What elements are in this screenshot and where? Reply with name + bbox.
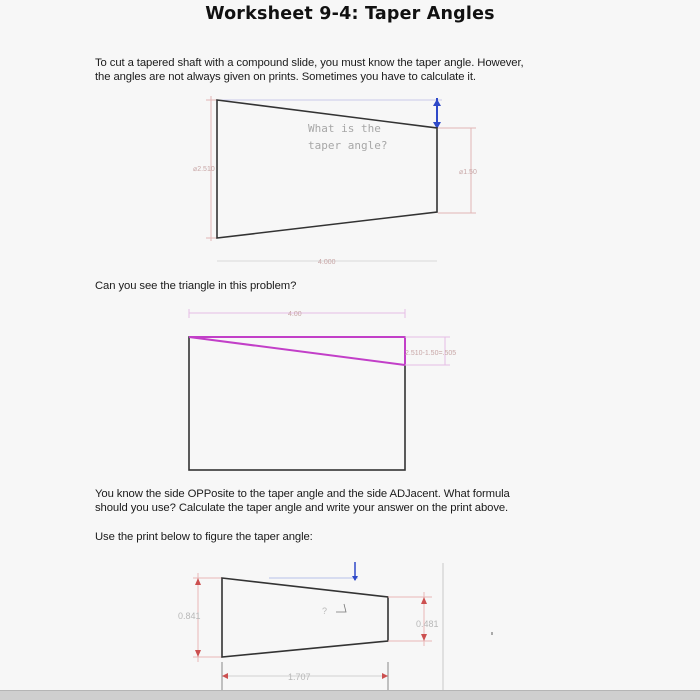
taper-shape <box>222 578 388 657</box>
taper-print-figure-1 <box>193 96 477 266</box>
intro-text-line1: To cut a tapered shaft with a compound slide, you must know the taper angle. However, <box>95 57 524 69</box>
annotation-line2: taper angle? <box>308 139 388 152</box>
taper-shape <box>217 100 437 238</box>
instruction-use-print: Use the print below to figure the taper angle: <box>95 531 313 543</box>
dim-left-diameter: 0.841 <box>178 611 201 621</box>
dim-bottom-length: 1.707 <box>288 672 311 682</box>
dim-bottom-length: 4.000 <box>318 259 336 266</box>
dim-left-diameter: ⌀2.510 <box>193 166 215 173</box>
annotation-line1: What is the <box>308 122 381 135</box>
rectangle-shape <box>189 337 405 470</box>
worksheet-title: Worksheet 9-4: Taper Angles <box>205 4 495 24</box>
dim-right-diameter: 0.481 <box>416 619 439 629</box>
triangle-hypotenuse <box>189 337 405 365</box>
intro-text-line2: the angles are not always given on prints. Sometimes you have to calculate it. <box>95 71 476 83</box>
dim-right-difference: 2.510-1.50=.505 <box>405 350 457 357</box>
taper-print-figure-3 <box>178 562 493 690</box>
triangle-figure-2 <box>189 309 456 470</box>
instruction-text-line1: You know the side OPPosite to the taper angle and the side ADJacent. What formula <box>95 488 510 500</box>
question-triangle: Can you see the triangle in this problem? <box>95 280 297 292</box>
dim-right-diameter: ⌀1.50 <box>459 169 477 176</box>
dim-top-length: 4.00 <box>288 311 302 318</box>
angle-question-mark: ? <box>322 606 328 616</box>
instruction-text-line2: should you use? Calculate the taper angle and write your answer on the print above. <box>95 502 509 514</box>
